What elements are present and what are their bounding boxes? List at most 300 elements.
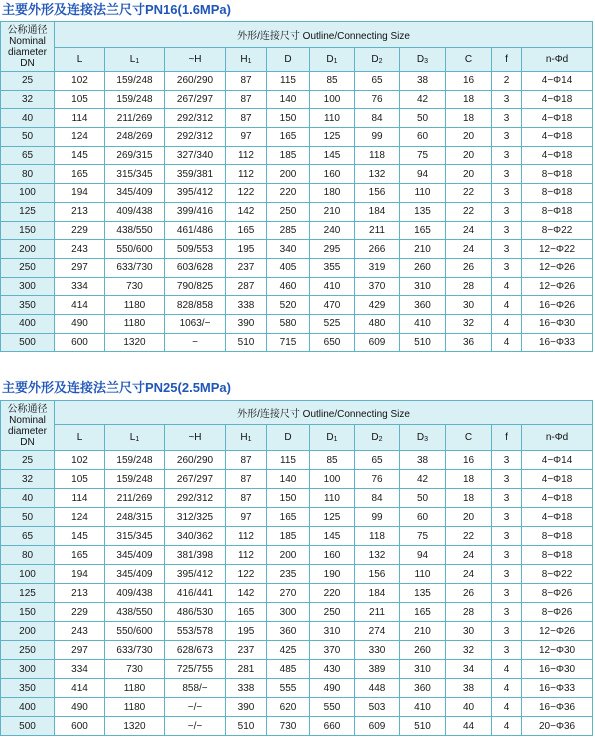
table-row (1, 202, 593, 221)
table-cell: 8−Φ26 (522, 603, 593, 622)
table-cell: 142 (226, 584, 267, 603)
table-cell: 414 (55, 296, 105, 315)
dn-cell: 300 (1, 277, 55, 296)
table-cell: 110 (400, 565, 446, 584)
table-cell: 410 (400, 314, 446, 333)
dn-cell: 50 (1, 508, 55, 527)
table-cell: 115 (267, 72, 310, 91)
table-row (1, 565, 593, 584)
table-cell: 211 (355, 221, 400, 240)
table-cell: 520 (267, 296, 310, 315)
table-cell: 3 (492, 489, 522, 508)
table-cell: 310 (310, 622, 355, 641)
dn-column-header (1, 22, 55, 72)
table-cell: 87 (226, 451, 267, 470)
subscript: 2 (378, 58, 383, 65)
table-cell: 220 (267, 184, 310, 203)
table-row (1, 184, 593, 203)
dn-header-en-3: DN (20, 436, 35, 448)
table-cell: 550/600 (105, 240, 165, 259)
column-header: H1 (226, 48, 267, 72)
table-row (1, 603, 593, 622)
table-cell: 16−Φ33 (522, 679, 593, 698)
table-cell: 3 (492, 90, 522, 109)
table-cell: 3 (492, 584, 522, 603)
table-cell: 24 (446, 546, 492, 565)
subscript: 1 (247, 436, 252, 443)
table-cell: 633/730 (105, 641, 165, 660)
table-cell: 381/398 (165, 546, 226, 565)
dn-cell: 80 (1, 165, 55, 184)
table-row (1, 489, 593, 508)
table-cell: 132 (355, 165, 400, 184)
table-cell: 102 (55, 72, 105, 91)
subscript: 1 (135, 436, 140, 443)
table-cell: 461/486 (165, 221, 226, 240)
table-cell: 240 (310, 221, 355, 240)
table-cell: 490 (310, 679, 355, 698)
table-cell: 76 (355, 470, 400, 489)
table-cell: 159/248 (105, 470, 165, 489)
table-cell: 16−Φ30 (522, 314, 593, 333)
table-cell: 20 (446, 508, 492, 527)
table-cell: 315/345 (105, 527, 165, 546)
table-cell: 200 (267, 546, 310, 565)
table-cell: 438/550 (105, 603, 165, 622)
table-cell: 8−Φ18 (522, 184, 593, 203)
table-cell: 414 (55, 679, 105, 698)
table-cell: 510 (226, 333, 267, 352)
column-header: f (492, 425, 522, 451)
dn-cell: 350 (1, 679, 55, 698)
table-cell: 26 (446, 258, 492, 277)
table-cell: 250 (310, 603, 355, 622)
dn-cell: 500 (1, 333, 55, 352)
table-cell: 550 (310, 698, 355, 717)
table-cell: 292/312 (165, 128, 226, 147)
dn-cell: 150 (1, 221, 55, 240)
table-row (1, 333, 593, 352)
table-cell: 213 (55, 202, 105, 221)
table-cell: 85 (310, 72, 355, 91)
table-cell: 510 (400, 717, 446, 736)
table-cell: 112 (226, 527, 267, 546)
column-header: L (55, 48, 105, 72)
table-cell: 165 (55, 165, 105, 184)
table-cell: 105 (55, 470, 105, 489)
dn-cell: 200 (1, 622, 55, 641)
table-cell: 140 (267, 470, 310, 489)
table-cell: 360 (267, 622, 310, 641)
table-cell: 28 (446, 603, 492, 622)
dn-cell: 50 (1, 128, 55, 147)
table-cell: 730 (105, 277, 165, 296)
table-cell: 135 (400, 584, 446, 603)
column-header: C (446, 425, 492, 451)
table-cell: 18 (446, 489, 492, 508)
table-cell: 60 (400, 128, 446, 147)
table-cell: 399/416 (165, 202, 226, 221)
table-cell: 319 (355, 258, 400, 277)
dn-cell: 300 (1, 660, 55, 679)
table-cell: 16 (446, 72, 492, 91)
table-cell: 503 (355, 698, 400, 717)
table-cell: −/− (165, 698, 226, 717)
table-cell: 94 (400, 165, 446, 184)
table-cell: 555 (267, 679, 310, 698)
table-cell: 828/858 (165, 296, 226, 315)
table-cell: 553/578 (165, 622, 226, 641)
dn-cell: 100 (1, 184, 55, 203)
table-cell: 159/248 (105, 90, 165, 109)
table-cell: 30 (446, 622, 492, 641)
table-row (1, 128, 593, 147)
table-row (1, 451, 593, 470)
table-cell: 50 (400, 109, 446, 128)
table-cell: 156 (355, 565, 400, 584)
table-cell: 8−Φ22 (522, 565, 593, 584)
table-cell: 3 (492, 146, 522, 165)
subscript: 1 (135, 58, 140, 65)
column-header: ~H (165, 48, 226, 72)
table-cell: 330 (355, 641, 400, 660)
table-row (1, 698, 593, 717)
dn-column-header (1, 401, 55, 451)
dn-header-zh: 公称通径 (7, 403, 48, 415)
table-cell: 24 (446, 565, 492, 584)
table-cell: 165 (226, 221, 267, 240)
table-cell: 40 (446, 698, 492, 717)
table-cell: 409/438 (105, 584, 165, 603)
dn-cell: 65 (1, 527, 55, 546)
table-cell: 84 (355, 109, 400, 128)
table-cell: 360 (400, 296, 446, 315)
table-cell: 85 (310, 451, 355, 470)
table-cell: 4−Φ14 (522, 72, 593, 91)
dn-cell: 100 (1, 565, 55, 584)
table-cell: 510 (226, 717, 267, 736)
dn-cell: 40 (1, 109, 55, 128)
table-cell: 87 (226, 489, 267, 508)
dn-header-en-1: Nominal (9, 414, 46, 426)
dn-cell: 200 (1, 240, 55, 259)
table-cell: 8−Φ22 (522, 221, 593, 240)
table-cell: 110 (310, 109, 355, 128)
table-cell: 18 (446, 90, 492, 109)
table-cell: 75 (400, 527, 446, 546)
table-cell: 118 (355, 146, 400, 165)
column-header: n-Φd (522, 425, 593, 451)
column-header: n-Φd (522, 48, 593, 72)
table-cell: 470 (310, 296, 355, 315)
table-cell: 8−Φ18 (522, 202, 593, 221)
table-cell: 24 (446, 221, 492, 240)
table-cell: 858/− (165, 679, 226, 698)
table-cell: 12−Φ26 (522, 277, 593, 296)
table-cell: 340 (267, 240, 310, 259)
table-cell: 1180 (105, 679, 165, 698)
table-cell: − (165, 333, 226, 352)
table-cell: 550/600 (105, 622, 165, 641)
table-cell: 4−Φ18 (522, 109, 593, 128)
table-row (1, 240, 593, 259)
column-header: D1 (310, 425, 355, 451)
table-cell: 4−Φ18 (522, 489, 593, 508)
table-cell: 370 (355, 277, 400, 296)
table-cell: 28 (446, 277, 492, 296)
table-cell: 327/340 (165, 146, 226, 165)
table-cell: 3 (492, 109, 522, 128)
table-cell: 1180 (105, 698, 165, 717)
table-cell: 38 (446, 679, 492, 698)
table-cell: 16−Φ26 (522, 296, 593, 315)
column-header: ~H (165, 425, 226, 451)
table-cell: 410 (310, 277, 355, 296)
table-cell: 180 (310, 184, 355, 203)
column-header: D1 (310, 48, 355, 72)
table-row (1, 622, 593, 641)
table-cell: 4 (492, 679, 522, 698)
table-cell: 580 (267, 314, 310, 333)
table-cell: 12−Φ26 (522, 622, 593, 641)
dn-cell: 150 (1, 603, 55, 622)
table-cell: 12−Φ30 (522, 641, 593, 660)
table-row (1, 90, 593, 109)
table-title-pn16: 主要外形及连接法兰尺寸PN16(1.6MPa) (2, 2, 231, 17)
table-cell: 405 (267, 258, 310, 277)
table-cell: 715 (267, 333, 310, 352)
table-cell: 3 (492, 565, 522, 584)
table-cell: 334 (55, 277, 105, 296)
table-cell: 345/409 (105, 184, 165, 203)
subscript: 1 (247, 58, 252, 65)
table-cell: 4 (492, 314, 522, 333)
table-cell: 3 (492, 165, 522, 184)
table-cell: 4 (492, 660, 522, 679)
table-cell: 42 (400, 470, 446, 489)
table-cell: 110 (400, 184, 446, 203)
table-cell: 87 (226, 109, 267, 128)
table-cell: 274 (355, 622, 400, 641)
table-cell: 3 (492, 508, 522, 527)
table-cell: 338 (226, 679, 267, 698)
table-cell: 125 (310, 508, 355, 527)
table-row (1, 296, 593, 315)
table-cell: 20−Φ36 (522, 717, 593, 736)
table-cell: 159/248 (105, 72, 165, 91)
table-cell: 18 (446, 470, 492, 489)
table-cell: 370 (310, 641, 355, 660)
table-cell: 660 (310, 717, 355, 736)
table-cell: 266 (355, 240, 400, 259)
table-cell: 200 (267, 165, 310, 184)
table-cell: 122 (226, 565, 267, 584)
table-cell: 22 (446, 527, 492, 546)
column-header: H1 (226, 425, 267, 451)
column-header: D3 (400, 425, 446, 451)
table-cell: 220 (310, 584, 355, 603)
table-cell: 213 (55, 584, 105, 603)
table-cell: 20 (446, 146, 492, 165)
table-cell: 270 (267, 584, 310, 603)
table-cell: 525 (310, 314, 355, 333)
table-cell: 267/297 (165, 470, 226, 489)
table-cell: 260/290 (165, 451, 226, 470)
column-header: D (267, 425, 310, 451)
table-cell: 32 (446, 314, 492, 333)
table-cell: 114 (55, 109, 105, 128)
table-cell: 4−Φ18 (522, 128, 593, 147)
table-title-pn25: 主要外形及连接法兰尺寸PN25(2.5MPa) (2, 380, 231, 395)
table-cell: 125 (310, 128, 355, 147)
table-cell: 114 (55, 489, 105, 508)
subscript: 1 (333, 58, 338, 65)
table-cell: 3 (492, 202, 522, 221)
table-cell: 292/312 (165, 109, 226, 128)
table-cell: 486/530 (165, 603, 226, 622)
table-cell: 260/290 (165, 72, 226, 91)
table-cell: 8−Φ26 (522, 584, 593, 603)
table-cell: 184 (355, 202, 400, 221)
table-cell: 485 (267, 660, 310, 679)
table-cell: 65 (355, 451, 400, 470)
table-cell: 12−Φ26 (522, 258, 593, 277)
table-cell: 50 (400, 489, 446, 508)
dn-header-en-1: Nominal (9, 35, 46, 47)
table-cell: 118 (355, 527, 400, 546)
table-cell: 145 (55, 527, 105, 546)
table-cell: 260 (400, 258, 446, 277)
table-cell: 338 (226, 296, 267, 315)
column-header-row (1, 48, 593, 72)
table-cell: 315/345 (105, 165, 165, 184)
table-cell: 142 (226, 202, 267, 221)
table-row (1, 165, 593, 184)
table-cell: 16−Φ30 (522, 660, 593, 679)
table-cell: 409/438 (105, 202, 165, 221)
table-cell: 94 (400, 546, 446, 565)
table-cell: 42 (400, 90, 446, 109)
table-cell: 140 (267, 90, 310, 109)
dn-cell: 80 (1, 546, 55, 565)
table-cell: 65 (355, 72, 400, 91)
table-cell: 395/412 (165, 565, 226, 584)
table-cell: 18 (446, 109, 492, 128)
table-cell: 195 (226, 240, 267, 259)
subscript: 1 (333, 436, 338, 443)
subscript: 2 (378, 436, 383, 443)
table-cell: 3 (492, 240, 522, 259)
table-cell: 16 (446, 451, 492, 470)
table-cell: 100 (310, 90, 355, 109)
table-cell: 145 (310, 527, 355, 546)
table-cell: 4 (492, 296, 522, 315)
dn-cell: 40 (1, 489, 55, 508)
table-cell: 360 (400, 679, 446, 698)
table-cell: 620 (267, 698, 310, 717)
table-cell: 248/269 (105, 128, 165, 147)
table-cell: 3 (492, 221, 522, 240)
table-cell: 3 (492, 622, 522, 641)
table-cell: 609 (355, 333, 400, 352)
table-cell: 112 (226, 546, 267, 565)
table-cell: 210 (400, 622, 446, 641)
dn-cell: 32 (1, 90, 55, 109)
dn-cell: 25 (1, 451, 55, 470)
table-cell: 389 (355, 660, 400, 679)
table-cell: 159/248 (105, 451, 165, 470)
table-cell: 600 (55, 717, 105, 736)
dn-cell: 400 (1, 698, 55, 717)
table-cell: 269/315 (105, 146, 165, 165)
table-cell: 160 (310, 165, 355, 184)
table-cell: 416/441 (165, 584, 226, 603)
table-row (1, 258, 593, 277)
table-cell: 210 (310, 202, 355, 221)
table-cell: 1063/− (165, 314, 226, 333)
table-row (1, 314, 593, 333)
table-cell: 1320 (105, 717, 165, 736)
table-row (1, 546, 593, 565)
table-cell: 76 (355, 90, 400, 109)
column-header: D2 (355, 48, 400, 72)
table-row (1, 660, 593, 679)
table-cell: 38 (400, 72, 446, 91)
table-cell: 105 (55, 90, 105, 109)
table-cell: 22 (446, 202, 492, 221)
table-cell: 24 (446, 240, 492, 259)
dn-cell: 25 (1, 72, 55, 91)
table-cell: 97 (226, 128, 267, 147)
table-cell: 102 (55, 451, 105, 470)
table-cell: 184 (355, 584, 400, 603)
dn-cell: 125 (1, 584, 55, 603)
table-cell: 490 (55, 698, 105, 717)
table-cell: 210 (400, 240, 446, 259)
table-cell: 115 (267, 451, 310, 470)
table-cell: 30 (446, 296, 492, 315)
table-cell: 20 (446, 128, 492, 147)
dn-cell: 250 (1, 258, 55, 277)
table-cell: 1320 (105, 333, 165, 352)
dn-header-en-3: DN (20, 57, 35, 69)
table-cell: 297 (55, 641, 105, 660)
table-cell: 3 (492, 470, 522, 489)
table-cell: 124 (55, 508, 105, 527)
table-cell: 3 (492, 641, 522, 660)
table-cell: 4 (492, 333, 522, 352)
table-cell: 448 (355, 679, 400, 698)
table-cell: 603/628 (165, 258, 226, 277)
dn-cell: 350 (1, 296, 55, 315)
table-cell: 87 (226, 72, 267, 91)
dn-cell: 250 (1, 641, 55, 660)
column-header: D (267, 48, 310, 72)
dn-header-zh: 公称通径 (7, 24, 48, 36)
table-row (1, 470, 593, 489)
table-row (1, 641, 593, 660)
table-cell: 235 (267, 565, 310, 584)
table-cell: 99 (355, 508, 400, 527)
table-cell: 730 (267, 717, 310, 736)
table-cell: 730 (105, 660, 165, 679)
table-cell: 237 (226, 258, 267, 277)
table-cell: 4−Φ14 (522, 451, 593, 470)
table-cell: 26 (446, 584, 492, 603)
table-cell: 211/269 (105, 109, 165, 128)
table-cell: 165 (55, 546, 105, 565)
table-row (1, 146, 593, 165)
